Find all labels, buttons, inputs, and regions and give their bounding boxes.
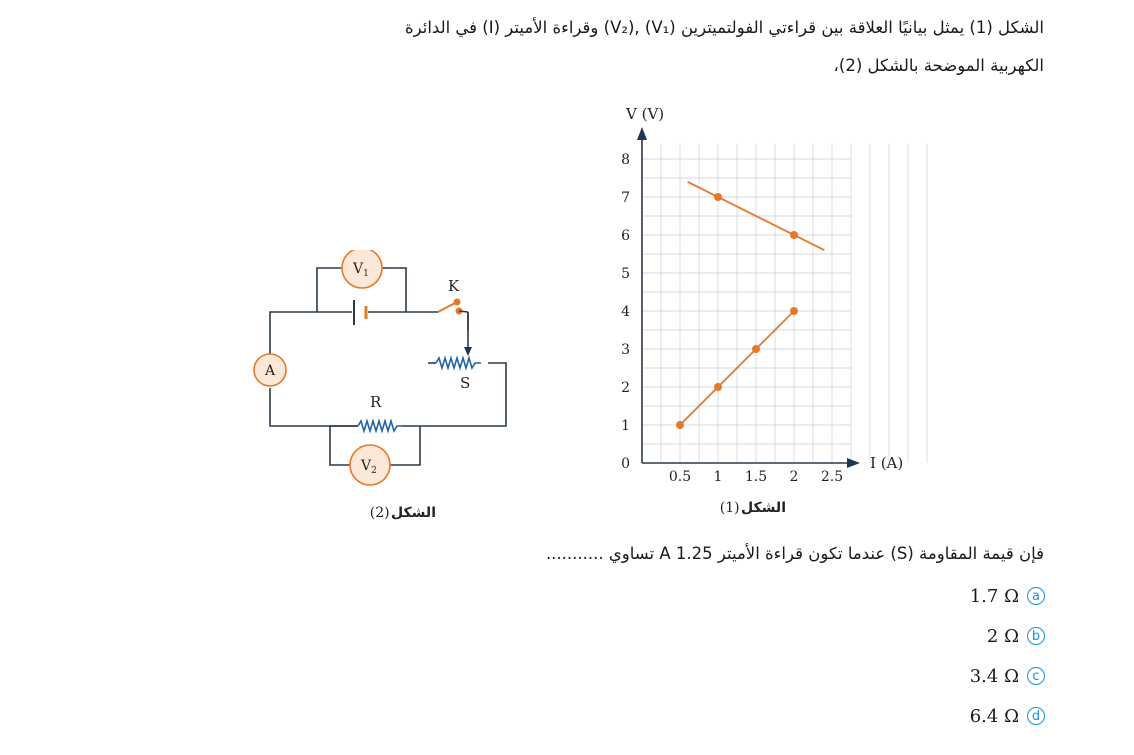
question-prompt: فإن قيمة المقاومة (S) عندما تكون قراءة الأميتر 1.25 A تساوي ...........	[545, 544, 1044, 563]
y-axis-label: V (V)	[626, 105, 665, 123]
graph-grid	[642, 144, 940, 463]
svg-text:الشكل (2)	[370, 505, 436, 521]
option-b-letter: b	[1027, 627, 1045, 645]
figure-2-circuit	[240, 250, 540, 530]
figure-2-caption-word: الشكل	[391, 505, 436, 521]
figure-2-caption-number: (2)	[369, 505, 390, 521]
option-c-letter: c	[1027, 667, 1045, 685]
wire-rheostat	[420, 363, 506, 426]
ammeter-label: A	[265, 363, 276, 379]
option-c[interactable]	[970, 663, 1045, 689]
resistor-label: R	[370, 393, 382, 411]
x-tick-label: 0.5	[668, 469, 692, 485]
series-1-point	[790, 231, 798, 239]
x-tick-label: 2	[789, 469, 799, 485]
key-label: K	[448, 277, 460, 295]
option-d[interactable]	[970, 703, 1045, 729]
y-tick-label: 2	[621, 380, 630, 396]
series-2-point	[752, 345, 760, 353]
voltmeter-2-label: $V_2$	[361, 458, 377, 476]
wire-v2-loop	[330, 426, 350, 465]
x-tick-label: 2.5	[820, 469, 844, 485]
option-b[interactable]	[987, 623, 1045, 649]
option-c-value: 3.4 Ω	[969, 665, 1019, 687]
y-tick-label: 5	[621, 266, 630, 282]
option-d-value: 6.4 Ω	[969, 705, 1019, 727]
y-tick-label: 4	[621, 304, 630, 320]
y-axis-arrow	[637, 127, 647, 140]
rheostat-coil	[436, 358, 481, 368]
y-tick-label: 6	[621, 228, 630, 244]
question-line-1: الشكل (1) يمثل بيانيًا العلاقة بين قراءتي الفولتميترين (V₁) ,(V₂) وقراءة الأميتر (I) في الدائرة	[404, 18, 1044, 37]
graph-series	[676, 182, 824, 429]
x-axis-label: I (A)	[870, 454, 904, 472]
y-tick-label: 8	[621, 152, 630, 168]
wire-bottom-left	[270, 388, 358, 426]
figure-1-graph	[600, 95, 940, 525]
series-1-point	[714, 193, 722, 201]
key-to-rheostat	[459, 311, 468, 312]
option-a-letter: a	[1027, 587, 1045, 605]
figure-1-caption-number: (1)	[719, 500, 740, 516]
question-line-2: الكهربية الموضحة بالشكل (2)،	[833, 56, 1044, 75]
rheostat-arrow	[464, 347, 472, 356]
svg-text:الشكل (1)	[720, 500, 786, 516]
x-axis-arrow	[847, 458, 860, 468]
wire-v1-loop	[317, 268, 342, 312]
voltmeter-1-label: $V_1$	[353, 261, 369, 279]
x-tick-label: 1.5	[744, 469, 768, 485]
y-tick-label: 7	[621, 190, 630, 206]
resistor-coil	[358, 421, 402, 431]
option-a[interactable]	[970, 583, 1045, 609]
option-b-value: 2 Ω	[986, 625, 1019, 647]
wire-v1-loop-right	[382, 268, 406, 312]
option-d-letter: d	[1027, 707, 1045, 725]
y-tick-labels	[621, 152, 630, 472]
key-contact-left	[454, 299, 461, 306]
y-tick-label: 3	[621, 342, 630, 358]
y-tick-label: 0	[621, 456, 630, 472]
series-2-point	[790, 307, 798, 315]
y-tick-label: 1	[621, 418, 630, 434]
figure-1-caption-word: الشكل	[741, 500, 786, 516]
option-a-value: 1.7 Ω	[969, 585, 1019, 607]
series-2-point	[676, 421, 684, 429]
x-tick-label: 1	[713, 469, 723, 485]
wire-v2-loop-right	[390, 426, 420, 465]
series-2-point	[714, 383, 722, 391]
rheostat-label: S	[460, 374, 471, 392]
x-tick-labels	[669, 469, 843, 485]
